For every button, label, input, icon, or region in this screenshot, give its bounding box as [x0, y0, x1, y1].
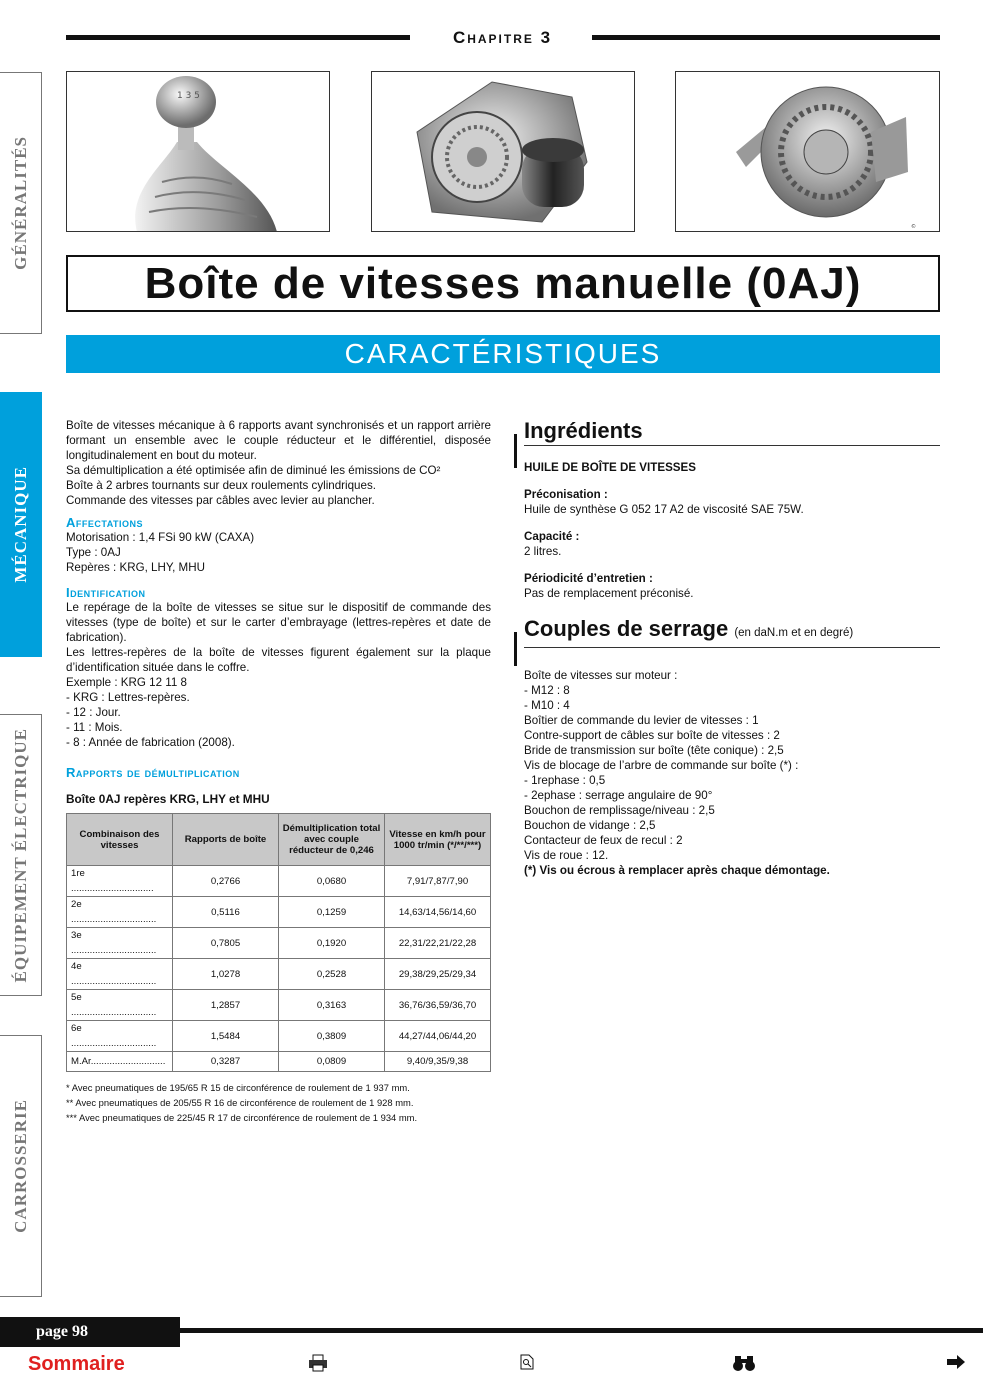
identification-line: Exemple : KRG 12 11 8 — [66, 676, 187, 689]
identification-line: - 11 : Mois. — [66, 721, 123, 734]
table-cell: 1,5484 — [173, 1021, 279, 1052]
ingredient-value: 2 litres. — [524, 545, 562, 558]
identification-line: - KRG : Lettres-repères. — [66, 691, 190, 704]
table-cell: 3e ................................ — [67, 928, 173, 959]
footer-rule — [180, 1328, 983, 1333]
table-cell: M.Ar............................ — [67, 1052, 173, 1072]
identification-paragraph: Les lettres-repères de la boîte de vitesses figurent également sur la plaque d’identification située dans le coffre. — [66, 646, 491, 674]
couples-heading: Couples de serrage (en daN.m et en degré) — [524, 616, 940, 646]
table-header-cell: Vitesse en km/h pour 1000 tr/min (*/**/***) — [385, 814, 491, 866]
table-header-cell: Démultiplication total avec couple réducteur de 0,246 — [279, 814, 385, 866]
table-cell: 36,76/36,59/36,70 — [385, 990, 491, 1021]
side-tab-equipement-electrique[interactable]: ÉQUIPEMENT ÉLECTRIQUE — [0, 714, 42, 996]
table-cell: 0,2766 — [173, 866, 279, 897]
svg-text:©: © — [911, 224, 916, 230]
side-tab-mecanique[interactable]: MÉCANIQUE — [0, 392, 42, 657]
couple-line: - M10 : 4 — [524, 699, 570, 712]
page-zoom-icon[interactable] — [520, 1354, 534, 1375]
page-title: Boîte de vitesses manuelle (0AJ) — [144, 258, 862, 308]
table-row — [67, 1021, 491, 1052]
table-cell: 22,31/22,21/22,28 — [385, 928, 491, 959]
next-page-arrow-icon[interactable] — [946, 1354, 966, 1375]
couple-line: Boîte de vitesses sur moteur : — [524, 669, 678, 682]
couples-list — [524, 668, 940, 878]
couple-line: - 2ephase : serrage angulaire de 90° — [524, 789, 713, 802]
table-cell: 14,63/14,56/14,60 — [385, 897, 491, 928]
heading-marker — [514, 632, 517, 666]
heading-marker — [514, 434, 517, 468]
left-column — [66, 418, 491, 1125]
affectation-line: Type : 0AJ — [66, 546, 121, 559]
page-number-label: page 98 — [0, 1317, 180, 1347]
table-cell: 0,2528 — [279, 959, 385, 990]
footnote: * Avec pneumatiques de 195/65 R 15 de circonférence de roulement de 1 937 mm. — [66, 1081, 410, 1093]
title-box — [66, 255, 940, 312]
table-cell: 2e ................................ — [67, 897, 173, 928]
identification-line: - 8 : Année de fabrication (2008). — [66, 736, 235, 749]
intro-paragraph: Boîte de vitesses mécanique à 6 rapports avant synchronisés et un rapport arrière formant un ensemble avec le couple réducteur et le différentiel, disposée longitudinalement en bout du moteur. — [66, 419, 491, 462]
side-tab-generalites[interactable]: GÉNÉRALITÉS — [0, 72, 42, 334]
table-cell: 1,2857 — [173, 990, 279, 1021]
couple-line: Bouchon de remplissage/niveau : 2,5 — [524, 804, 715, 817]
ingredient-label: Capacité : — [524, 530, 580, 543]
couple-line: Bride de transmission sur boîte (tête conique) : 2,5 — [524, 744, 784, 757]
couple-line: Contre-support de câbles sur boîte de vitesses : 2 — [524, 729, 780, 742]
gearbox-image — [371, 71, 635, 232]
chapter-title: Chapitre 3 — [452, 28, 553, 47]
couples-unit: (en daN.m et en degré) — [734, 627, 854, 639]
table-cell: 1,0278 — [173, 959, 279, 990]
identification-paragraph: Le repérage de la boîte de vitesses se situe sur le dispositif de commande des vitesses (type de boîte) et sur le carter d’embrayage (lettres-repères et date de fabrication). — [66, 601, 491, 644]
couples-note: (*) Vis ou écrous à remplacer après chaque démontage. — [524, 864, 830, 877]
intro-line: Boîte à 2 arbres tournants sur deux roulements cylindriques. — [66, 479, 376, 492]
table-cell: 7,91/7,87/7,90 — [385, 866, 491, 897]
ingredients-heading: Ingrédients — [524, 418, 940, 444]
table-cell: 9,40/9,35/9,38 — [385, 1052, 491, 1072]
identification-heading: Identification — [66, 585, 146, 600]
footnote: ** Avec pneumatiques de 205/55 R 16 de circonférence de roulement de 1 928 mm. — [66, 1096, 414, 1108]
table-cell: 1re ............................... — [67, 866, 173, 897]
table-row — [67, 928, 491, 959]
table-title: Boîte 0AJ repères KRG, LHY et MHU — [66, 792, 270, 806]
ingredient-value: Huile de synthèse G 052 17 A2 de viscosité SAE 75W. — [524, 503, 804, 516]
table-row — [67, 866, 491, 897]
sommaire-link[interactable]: Sommaire — [28, 1353, 125, 1375]
couple-line: Boîtier de commande du levier de vitesses : 1 — [524, 714, 759, 727]
table-cell: 0,0809 — [279, 1052, 385, 1072]
section-banner: CARACTÉRISTIQUES — [66, 335, 940, 373]
ingredient-label: Préconisation : — [524, 488, 608, 501]
print-icon[interactable] — [308, 1354, 328, 1377]
ingredient-value: Pas de remplacement préconisé. — [524, 587, 694, 600]
footnote: *** Avec pneumatiques de 225/45 R 17 de circonférence de roulement de 1 934 mm. — [66, 1111, 418, 1123]
table-cell: 0,3163 — [279, 990, 385, 1021]
couple-line: Vis de roue : 12. — [524, 849, 609, 862]
table-cell: 5e ................................ — [67, 990, 173, 1021]
table-header-cell: Combinaison des vitesses — [67, 814, 173, 866]
table-cell: 0,7805 — [173, 928, 279, 959]
table-cell: 0,0680 — [279, 866, 385, 897]
table-cell: 44,27/44,06/44,20 — [385, 1021, 491, 1052]
table-cell: 4e ................................ — [67, 959, 173, 990]
rapports-heading: Rapports de démultiplication — [66, 765, 240, 780]
table-cell: 29,38/29,25/29,34 — [385, 959, 491, 990]
affectations-heading: Affectations — [66, 515, 144, 530]
ratios-table — [66, 813, 491, 1072]
affectation-line: Repères : KRG, LHY, MHU — [66, 561, 205, 574]
table-cell: 0,1920 — [279, 928, 385, 959]
svg-text:1 3 5: 1 3 5 — [177, 91, 200, 101]
couple-line: - M12 : 8 — [524, 684, 570, 697]
couple-line: Bouchon de vidange : 2,5 — [524, 819, 656, 832]
table-cell: 0,1259 — [279, 897, 385, 928]
differential-image — [675, 71, 940, 232]
right-column — [524, 418, 940, 878]
chapter-rule-right — [592, 35, 940, 40]
table-cell: 0,3809 — [279, 1021, 385, 1052]
intro-line: Sa démultiplication a été optimisée afin de diminué les émissions de CO² — [66, 464, 441, 477]
table-cell: 0,5116 — [173, 897, 279, 928]
table-row — [67, 1052, 491, 1072]
table-row — [67, 990, 491, 1021]
footnotes — [66, 1080, 491, 1125]
couple-line: Contacteur de feux de recul : 2 — [524, 834, 683, 847]
couple-line: - 1rephase : 0,5 — [524, 774, 606, 787]
table-header-cell: Rapports de boîte — [173, 814, 279, 866]
couple-line: Vis de blocage de l’arbre de commande sur boîte (*) : — [524, 759, 799, 772]
intro-line: Commande des vitesses par câbles avec levier au plancher. — [66, 494, 375, 507]
table-row — [67, 959, 491, 990]
gear-knob-image — [66, 71, 330, 232]
ingredient-label: Périodicité d’entretien : — [524, 572, 653, 585]
binoculars-icon[interactable] — [732, 1354, 756, 1377]
table-cell: 6e ................................ — [67, 1021, 173, 1052]
ingredients-subheading: HUILE DE BOÎTE DE VITESSES — [524, 461, 697, 474]
affectation-line: Motorisation : 1,4 FSi 90 kW (CAXA) — [66, 531, 255, 544]
chapter-rule-left — [66, 35, 410, 40]
identification-line: - 12 : Jour. — [66, 706, 121, 719]
table-cell: 0,3287 — [173, 1052, 279, 1072]
side-tab-carrosserie[interactable]: CARROSSERIE — [0, 1035, 42, 1297]
table-row — [67, 897, 491, 928]
